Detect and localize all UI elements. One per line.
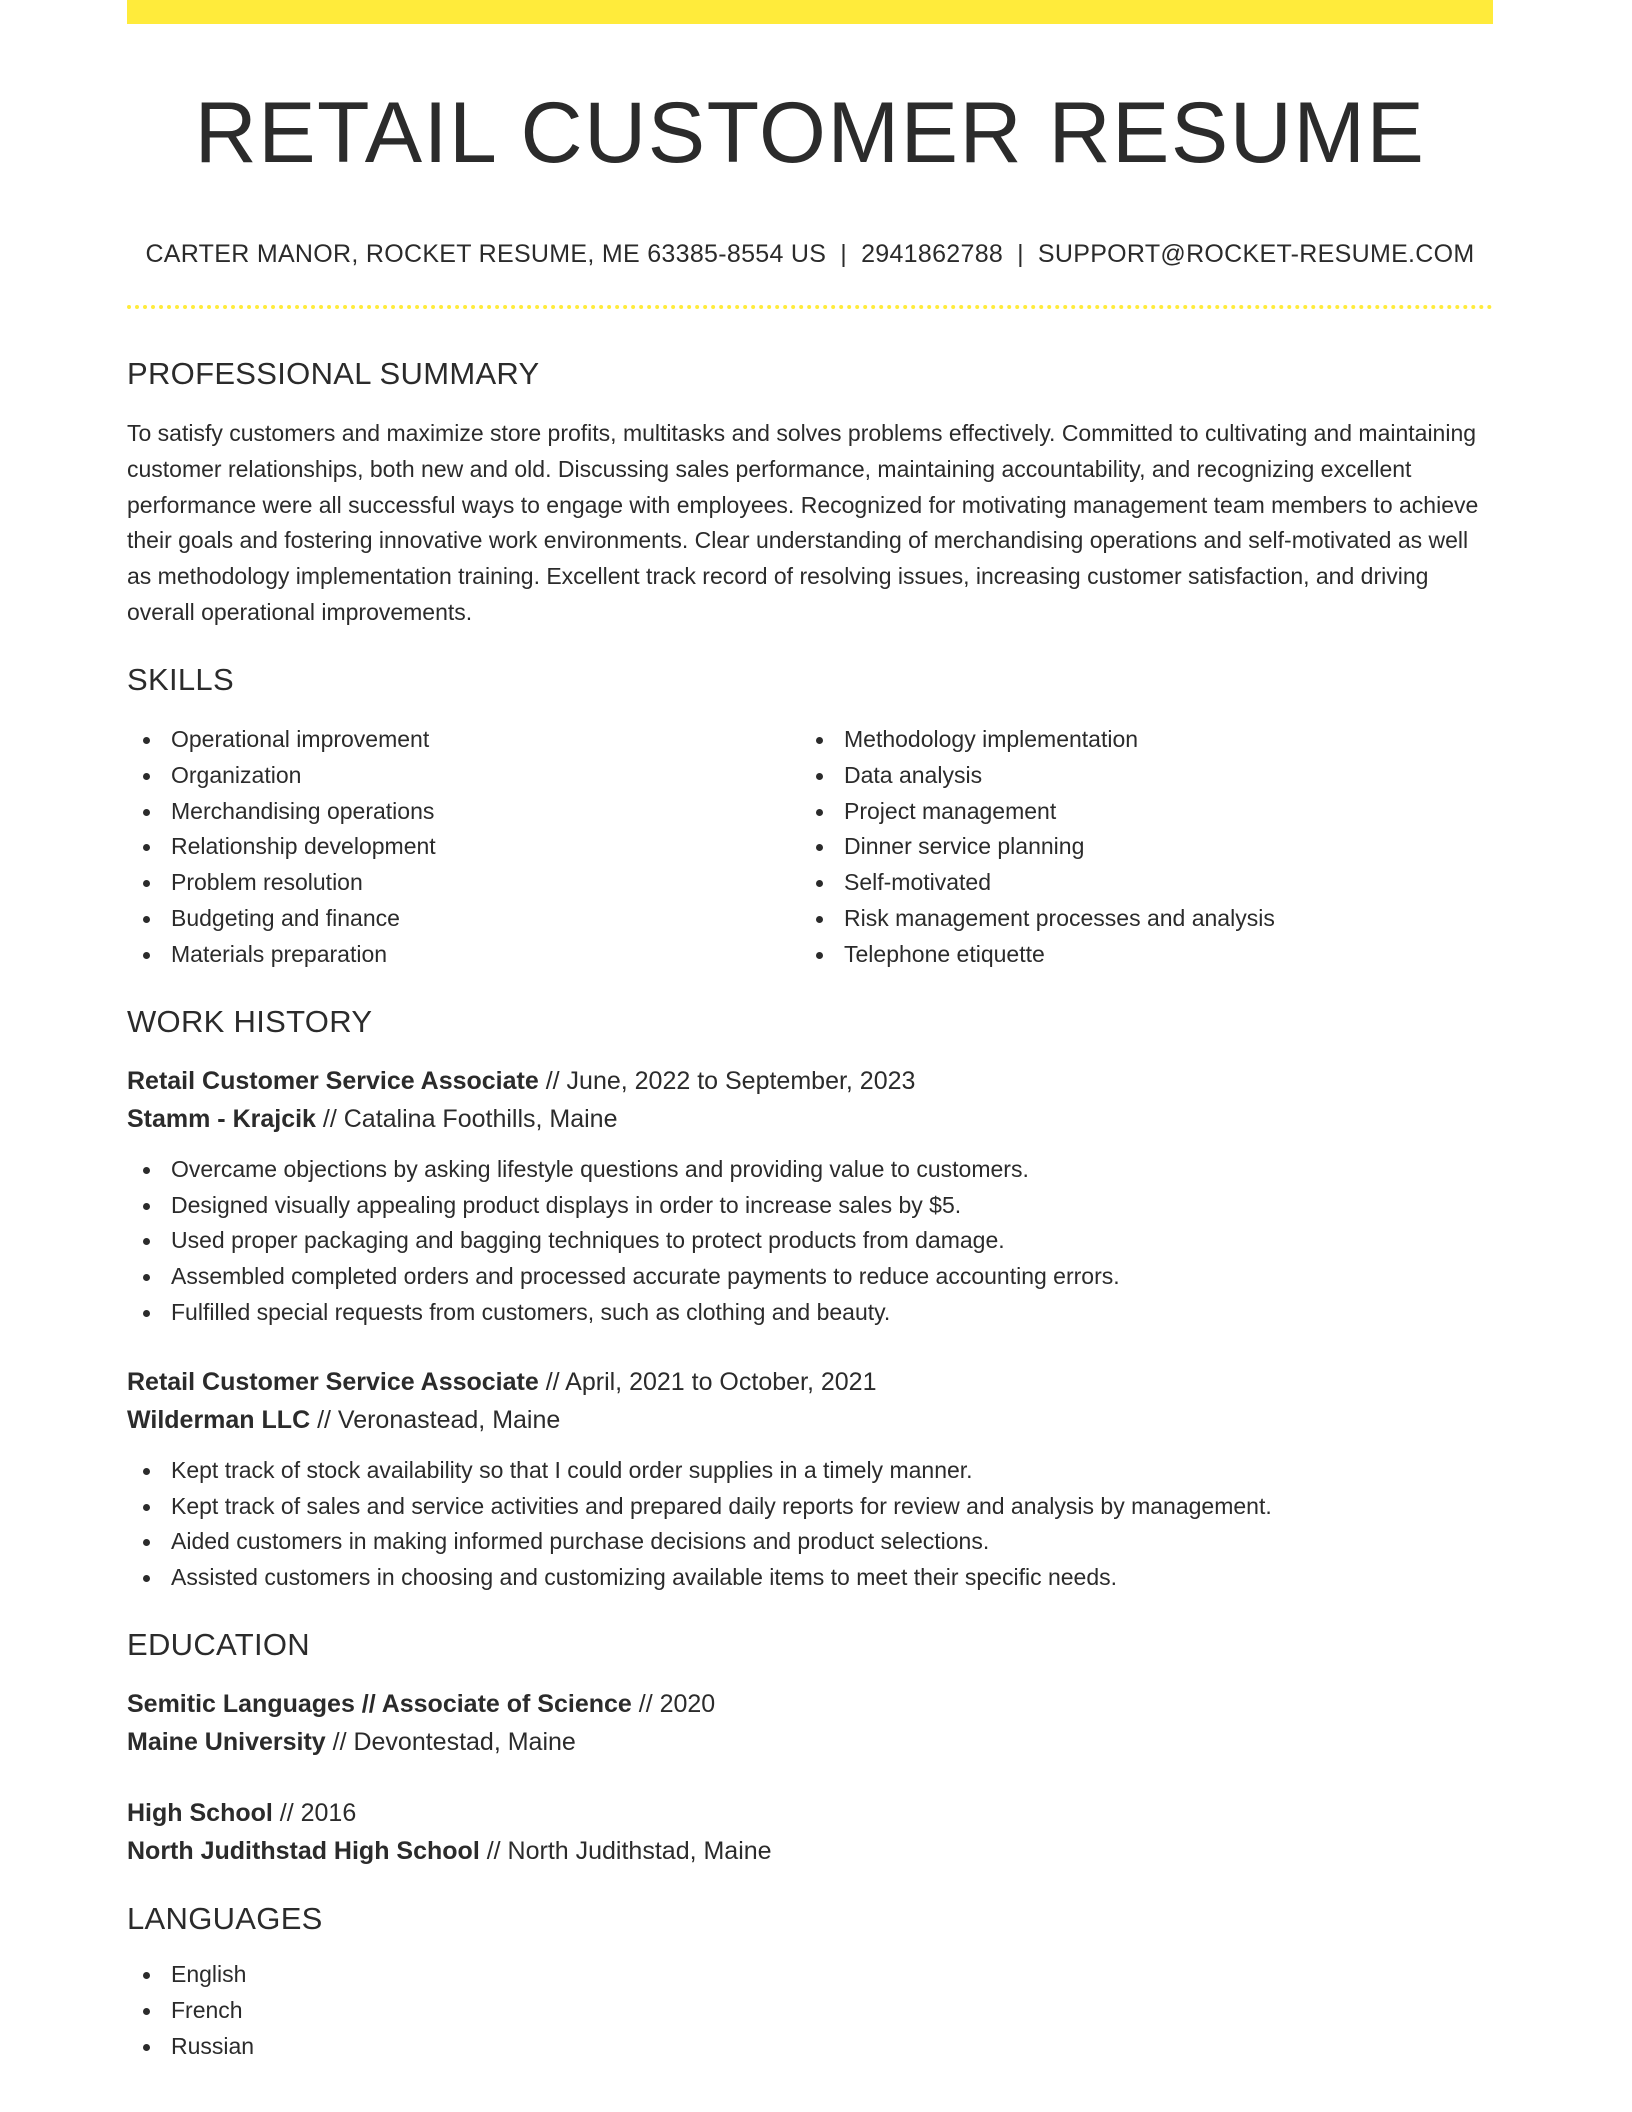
- job-company-line: [127, 1401, 1493, 1439]
- skill-item: Operational improvement: [127, 722, 800, 758]
- language-item: Russian: [127, 2029, 1493, 2065]
- job-title-line: [127, 1363, 1493, 1401]
- skills-right-list: [800, 722, 1473, 973]
- job-duty: Overcame objections by asking lifestyle questions and providing value to customers.: [127, 1152, 1493, 1188]
- job-duties-list: [127, 1152, 1493, 1331]
- skill-item: Project management: [800, 794, 1473, 830]
- job-company: Wilderman LLC: [127, 1405, 311, 1434]
- contact-address: CARTER MANOR, ROCKET RESUME, ME 63385-8554 US: [145, 239, 827, 268]
- job-title-line: [127, 1062, 1493, 1100]
- work-heading: WORK HISTORY: [127, 1003, 373, 1039]
- resume-title: RETAIL CUSTOMER RESUME: [194, 85, 1426, 181]
- education-entry: [127, 1794, 1493, 1870]
- job-dates: // June, 2022 to September, 2023: [538, 1066, 916, 1095]
- education-degree-line: [127, 1794, 1493, 1832]
- education-school: Maine University: [127, 1728, 326, 1757]
- skills-columns: [127, 722, 1493, 973]
- language-item: English: [127, 1957, 1493, 1993]
- skill-item: Self-motivated: [800, 865, 1473, 901]
- skill-item: Telephone etiquette: [800, 937, 1473, 973]
- job-entry: [127, 1062, 1493, 1331]
- skills-heading: SKILLS: [127, 661, 234, 697]
- job-duties-list: [127, 1453, 1493, 1596]
- job-duty: Aided customers in making informed purchase decisions and product selections.: [127, 1524, 1493, 1560]
- contact-phone: 2941862788: [861, 239, 1004, 268]
- education-location: // North Judithstad, Maine: [479, 1837, 772, 1866]
- skills-left-list: [127, 722, 800, 973]
- job-duty: Assisted customers in choosing and customizing available items to meet their specific needs.: [127, 1560, 1493, 1596]
- education-degree: High School: [127, 1799, 273, 1828]
- job-location: // Catalina Foothills, Maine: [315, 1104, 618, 1133]
- language-item: French: [127, 1993, 1493, 2029]
- skill-item: Dinner service planning: [800, 829, 1473, 865]
- contact-separator: |: [1017, 239, 1024, 268]
- summary-heading: PROFESSIONAL SUMMARY: [127, 355, 540, 391]
- education-entry: [127, 1685, 1493, 1761]
- skill-item: Methodology implementation: [800, 722, 1473, 758]
- education-school-line: [127, 1832, 1493, 1870]
- job-company-line: [127, 1100, 1493, 1138]
- resume-page: [127, 0, 1493, 2065]
- contact-separator: |: [840, 239, 848, 268]
- languages-list: [127, 1957, 1493, 2064]
- job-entry: [127, 1363, 1493, 1596]
- job-duty: Fulfilled special requests from customers, such as clothing and beauty.: [127, 1295, 1493, 1331]
- job-title: Retail Customer Service Associate: [127, 1367, 539, 1396]
- skill-item: Budgeting and finance: [127, 901, 800, 937]
- skill-item: Risk management processes and analysis: [800, 901, 1473, 937]
- job-duty: Used proper packaging and bagging techniques to protect products from damage.: [127, 1223, 1493, 1259]
- contact-line: [127, 239, 1493, 269]
- languages-heading: LANGUAGES: [127, 1901, 323, 1937]
- education-degree-line: [127, 1685, 1493, 1723]
- job-duty: Kept track of stock availability so that I could order supplies in a timely manner.: [127, 1453, 1493, 1489]
- contact-email: SUPPORT@ROCKET-RESUME.COM: [1037, 239, 1475, 268]
- skill-item: Data analysis: [800, 758, 1473, 794]
- skill-item: Materials preparation: [127, 937, 800, 973]
- job-title: Retail Customer Service Associate: [127, 1066, 539, 1095]
- skill-item: Merchandising operations: [127, 794, 800, 830]
- education-school-line: [127, 1723, 1493, 1761]
- education-degree: Semitic Languages // Associate of Science: [127, 1690, 632, 1719]
- job-duty: Kept track of sales and service activities and prepared daily reports for review and analysis by management.: [127, 1489, 1493, 1525]
- education-heading: EDUCATION: [127, 1626, 310, 1662]
- job-location: // Veronastead, Maine: [310, 1405, 561, 1434]
- education-year: // 2020: [631, 1690, 716, 1719]
- job-duty: Assembled completed orders and processed accurate payments to reduce accounting errors.: [127, 1259, 1493, 1295]
- skill-item: Organization: [127, 758, 800, 794]
- job-dates: // April, 2021 to October, 2021: [538, 1367, 877, 1396]
- skill-item: Problem resolution: [127, 865, 800, 901]
- job-company: Stamm - Krajcik: [127, 1104, 316, 1133]
- job-duty: Designed visually appealing product displays in order to increase sales by $5.: [127, 1188, 1493, 1224]
- education-location: // Devontestad, Maine: [325, 1728, 576, 1757]
- accent-bar: [127, 0, 1493, 24]
- dotted-divider: [127, 305, 1493, 309]
- skill-item: Relationship development: [127, 829, 800, 865]
- education-school: North Judithstad High School: [127, 1837, 480, 1866]
- education-year: // 2016: [272, 1799, 357, 1828]
- summary-text: To satisfy customers and maximize store profits, multitasks and solves problems effectively. Committed to cultivating and maintaining customer relationships, both new and old. Discussing sales performance, maintaining accountability, and recognizing excellent performance were all successful ways to engage with employees. Recognized for motivating management team members to achieve their goals and fostering innovative work environments. Clear understanding of merchandising operations and self-motivated as well as methodology implementation training. Excellent track record of resolving issues, increasing customer satisfaction, and driving overall operational improvements.: [127, 420, 1479, 626]
